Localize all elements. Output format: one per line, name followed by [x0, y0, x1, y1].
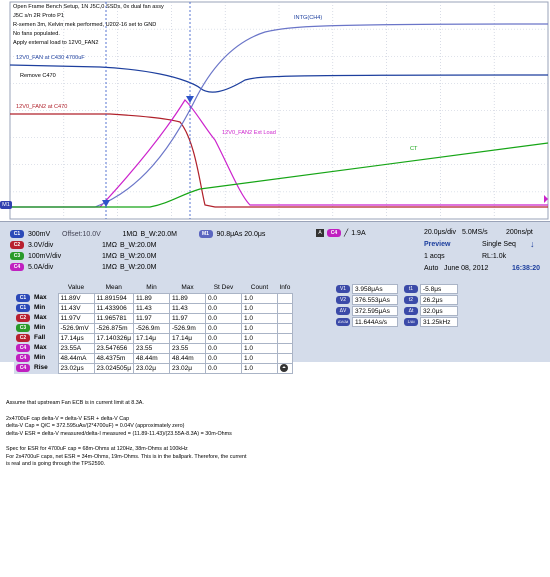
col-header: Value — [67, 284, 85, 292]
label-12v0-fan-c430: 12V0_FAN at C430 4700uF — [16, 55, 85, 61]
cursor-v1-value: 3.958μAs — [352, 284, 398, 294]
measurement-info — [277, 353, 292, 363]
measurement-count: 1.0 — [241, 313, 277, 323]
commentary-line: is real and is going through the TPS2590. — [6, 461, 106, 467]
commentary-line: Spec for ESR for 4700uF cap = 68m-Ohms at 120Hz, 38m-Ohms at 100kHz — [6, 446, 188, 452]
col-header: Info — [279, 284, 291, 292]
setup-note-line: J5C s/n 2R Proto P1 — [13, 13, 64, 19]
measurement-type: Min — [34, 354, 46, 361]
measurement-mean: 17.140326μ — [94, 333, 133, 343]
cursor-t1-value: -5.8μs — [420, 284, 458, 294]
channel-row-c4[interactable] — [10, 262, 310, 272]
measurement-stdev: 0.0 — [205, 343, 241, 353]
measurement-info — [277, 293, 292, 303]
measurement-value: 11.89V — [58, 293, 94, 303]
commentary-line: delta-V Cap = Q/C = 372.595uAs/(2*4700uF) = 0.04V (approximately zero) — [6, 423, 185, 429]
col-header: St Dev — [213, 284, 234, 292]
acq-auto: Auto — [424, 265, 439, 272]
col-header: Min — [146, 284, 157, 292]
setup-note-line: R-semen 3m, Kelvin mek performed, U202-16 set to GND — [13, 22, 157, 28]
table-row[interactable] — [14, 303, 292, 313]
commentary-line: For 2x4700uF caps, net ESR = 34m-Ohms, 19m-Ohms. This is in the ballpark. Therefore, the current — [6, 453, 247, 460]
acq-time: 16:38:20 — [512, 265, 541, 272]
cursor-dvdt-tag: ΔV/Δt — [337, 319, 349, 324]
measurement-stdev: 0.0 — [205, 303, 241, 313]
measurement-max: 11.43 — [169, 303, 205, 313]
measurement-value: 48.44mA — [58, 353, 94, 363]
measurement-mean: 48.4375m — [94, 353, 133, 363]
measurement-type: Fall — [34, 334, 46, 341]
channel-bandwidth: B_W:20.0M — [120, 252, 157, 260]
measurement-max: 23.02μ — [169, 363, 205, 373]
measurement-count: 1.0 — [241, 363, 277, 373]
acq-type[interactable]: Single Seq — [482, 241, 516, 248]
channel-offset: 10.0V — [82, 230, 101, 238]
label-intg-ch4: INTG(CH4) — [294, 15, 323, 21]
measurement-type: Min — [34, 304, 46, 311]
measurement-info — [277, 303, 292, 313]
measurement-min: 11.97 — [133, 313, 169, 323]
cursor-dv-tag: ΔV — [336, 307, 350, 315]
measurement-stdev: 0.0 — [205, 313, 241, 323]
measurement-channel-badge: C2 — [16, 334, 30, 342]
measurement-table-header — [14, 283, 292, 293]
channel-bandwidth: B_W:20.0M — [120, 241, 157, 249]
measurement-type: Rise — [34, 364, 48, 371]
measurement-channel-badge: C1 — [16, 304, 30, 312]
waveform-plot — [0, 0, 550, 222]
measurement-min: -526.9m — [133, 323, 169, 333]
measurement-mean: 23.547656 — [94, 343, 133, 353]
measurement-info — [277, 313, 292, 323]
trigger-a-badge: A — [316, 229, 324, 237]
measurement-mean: 11.433906 — [94, 303, 133, 313]
setup-note-line: Apply external load to 12V0_FAN2 — [13, 40, 99, 46]
measurement-channel-badge: C4 — [16, 344, 30, 352]
cursor-dt-value: 32.0μs — [420, 306, 458, 316]
measurement-type: Min — [34, 324, 46, 331]
commentary-line: delta-V ESR = delta-V measured/delta-I measured = (11.89-11.43)/(23.55A-8.3A) = 30m-Ohms — [6, 430, 232, 437]
math-badge-m1: M1 — [199, 230, 213, 238]
measurement-mean: -526.875m — [94, 323, 133, 333]
measurement-value: 11.43V — [58, 303, 94, 313]
measurement-label — [14, 333, 58, 343]
measurement-info — [277, 363, 292, 373]
channel-coupling: 1MΩ — [102, 263, 117, 271]
measurement-max: 48.44m — [169, 353, 205, 363]
measurement-value: -526.9mV — [58, 323, 94, 333]
table-row[interactable] — [14, 293, 292, 303]
measurement-count: 1.0 — [241, 293, 277, 303]
measurement-value: 23.02μs — [58, 363, 94, 373]
channel-scale: 100mV/div — [28, 252, 62, 260]
cursor-t1-tag: t1 — [404, 285, 418, 293]
info-icon[interactable]: ⏶ — [281, 365, 286, 371]
label-ct: CT — [410, 146, 418, 152]
measurement-label — [14, 303, 58, 313]
measurement-table — [14, 283, 293, 374]
table-row[interactable] — [14, 313, 292, 323]
measurement-count: 1.0 — [241, 333, 277, 343]
trigger-edge-icon: ╱ — [344, 230, 349, 237]
table-row[interactable] — [14, 333, 292, 343]
channel-row-c3[interactable] — [10, 251, 310, 261]
label-12v0-fan2-c470: 12V0_FAN2 at C470 — [16, 104, 68, 110]
measurement-min: 23.02μ — [133, 363, 169, 373]
label-m1-marker[interactable]: M1 — [0, 201, 12, 209]
measurement-label — [14, 353, 58, 363]
measurement-channel-badge: C2 — [16, 314, 30, 322]
cursor-dv-value: 372.595μAs — [352, 306, 398, 316]
trigger-readout[interactable] — [316, 229, 366, 237]
measurement-max: 11.97 — [169, 313, 205, 323]
measurement-info — [277, 343, 292, 353]
cursor-v1-tag: V1 — [336, 285, 350, 293]
acq-record-length: RL:1.0k — [482, 253, 507, 260]
measurement-value: 17.14μs — [58, 333, 94, 343]
measurement-label — [14, 363, 58, 373]
cursor-v2-tag: V2 — [336, 296, 350, 304]
measurement-value: 23.55A — [58, 343, 94, 353]
label-remove-c470: Remove C470 — [20, 73, 56, 79]
cursor-v2-value: 376.553μAs — [352, 295, 398, 305]
measurement-stdev: 0.0 — [205, 323, 241, 333]
trigger-level: 1.9A — [351, 229, 366, 237]
cursor-inv-dt-value: 31.25kHz — [420, 317, 458, 327]
cursor-dvdt-value: 11.644As/s — [352, 317, 398, 327]
measurement-mean: 11.891594 — [94, 293, 133, 303]
measurement-channel-badge: C3 — [16, 324, 30, 332]
channel-badge-c2: C2 — [10, 241, 24, 249]
measurement-mean: 23.024505μ — [94, 363, 133, 373]
measurement-info — [277, 323, 292, 333]
measurement-min: 11.43 — [133, 303, 169, 313]
channel-coupling: 1MΩ — [102, 252, 117, 260]
channel-coupling: 1MΩ — [102, 241, 117, 249]
col-header: Mean — [105, 284, 122, 292]
setup-note-line: Open Frame Bench Setup, 1N J5C,0 SSDs, 0x dual fan assy — [13, 4, 164, 10]
channel-coupling: 1MΩ — [122, 230, 138, 238]
channel-badge-c3: C3 — [10, 252, 24, 260]
measurement-label — [14, 343, 58, 353]
setup-note-line: No fans populated. — [13, 31, 60, 37]
measurement-max: 11.89 — [169, 293, 205, 303]
measurement-type: Max — [34, 344, 47, 351]
label-ext-load: 12V0_FAN2 Ext Load — [222, 130, 276, 136]
channel-scale: 3.0V/div — [28, 241, 54, 249]
measurement-channel-badge: C1 — [16, 294, 30, 302]
measurement-count: 1.0 — [241, 303, 277, 313]
acq-mode[interactable]: Preview — [424, 241, 451, 248]
measurement-count: 1.0 — [241, 353, 277, 363]
channel-bandwidth: B_W:20.0M — [140, 230, 177, 238]
measurement-label — [14, 323, 58, 333]
timebase-sample-rate: 5.0MS/s — [462, 229, 488, 236]
measurement-stdev: 0.0 — [205, 363, 241, 373]
channel-row-c2[interactable] — [10, 240, 310, 250]
measurement-min: 11.89 — [133, 293, 169, 303]
measurement-type: Max — [34, 314, 47, 321]
measurement-max: -526.9m — [169, 323, 205, 333]
channel-scale: 5.0A/div — [28, 263, 54, 271]
channel-badge-c4: C4 — [10, 263, 24, 271]
measurement-count: 1.0 — [241, 343, 277, 353]
table-row[interactable] — [14, 353, 292, 363]
commentary-line: Assume that upstream Fan ECB is in current limit at 8.3A. — [6, 400, 144, 406]
acq-count: 1 acqs — [424, 253, 445, 260]
acq-date: June 08, 2012 — [444, 265, 489, 272]
measurement-stdev: 0.0 — [205, 333, 241, 343]
measurement-min: 48.44m — [133, 353, 169, 363]
measurement-min: 23.55 — [133, 343, 169, 353]
channel-badge-c1: C1 — [10, 230, 24, 238]
cursor-t2-value: 26.2μs — [420, 295, 458, 305]
measurement-type: Max — [34, 294, 47, 301]
table-row[interactable] — [14, 323, 292, 333]
measurement-mean: 11.965781 — [94, 313, 133, 323]
cursor-t2-tag: t2 — [404, 296, 418, 304]
measurement-label — [14, 293, 58, 303]
waveform-display[interactable] — [0, 0, 550, 222]
acq-arrow-icon: ↓ — [530, 239, 535, 249]
col-header: Max — [181, 284, 194, 292]
measurement-value: 11.97V — [58, 313, 94, 323]
measurement-label — [14, 313, 58, 323]
measurement-channel-badge: C4 — [16, 354, 30, 362]
cursor-dt-tag: Δt — [404, 307, 418, 315]
col-header: Count — [250, 284, 269, 292]
table-row[interactable] — [14, 343, 292, 353]
measurement-channel-badge: C4 — [16, 364, 30, 372]
cursor-inv-dt-tag: 1/Δt — [404, 318, 418, 326]
timebase-per-div[interactable]: 20.0μs/div — [424, 229, 457, 236]
trigger-source-badge: C4 — [327, 229, 341, 237]
measurement-max: 17.14μ — [169, 333, 205, 343]
measurement-max: 23.55 — [169, 343, 205, 353]
channel-bandwidth: B_W:20.0M — [120, 263, 157, 271]
channel-offset-label: Offset: — [62, 230, 83, 238]
timebase-resolution: 200ns/pt — [506, 229, 533, 236]
channel-scale: 300mV — [28, 230, 51, 238]
channel-row-c1[interactable] — [10, 229, 310, 239]
measurement-stdev: 0.0 — [205, 353, 241, 363]
math-value: 90.8μAs 20.0μs — [216, 230, 266, 238]
table-row[interactable] — [14, 363, 292, 373]
commentary-line: 2x4700uF cap delta-V = delta-V ESR + delta-V Cap — [6, 415, 130, 422]
col-header — [14, 283, 58, 293]
measurement-count: 1.0 — [241, 323, 277, 333]
measurement-stdev: 0.0 — [205, 293, 241, 303]
measurement-info — [277, 333, 292, 343]
measurement-min: 17.14μ — [133, 333, 169, 343]
